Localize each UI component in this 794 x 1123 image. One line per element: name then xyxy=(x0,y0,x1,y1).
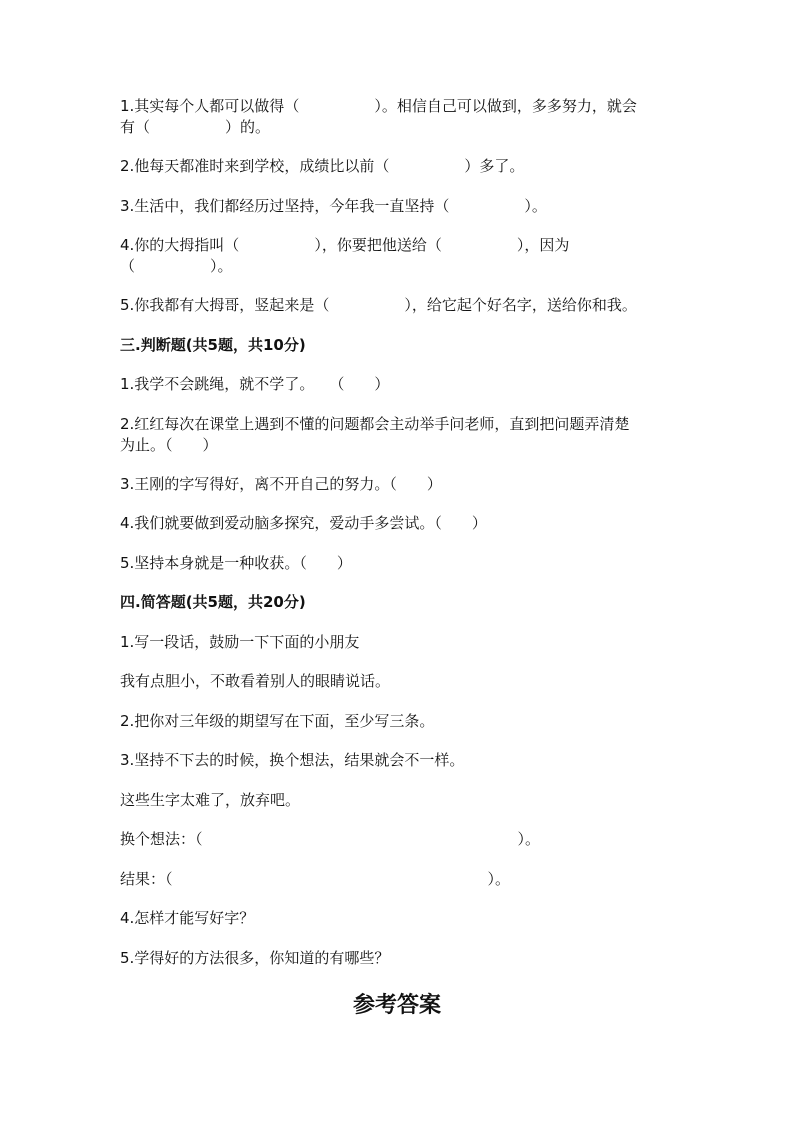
short-question-2: 2.把你对三年级的期望写在下面，至少写三条。 xyxy=(120,712,435,730)
fill-question-1-line-2: 有（ ）的。 xyxy=(120,118,271,136)
short-question-3: 3.坚持不下去的时候，换个想法，结果就会不一样。 xyxy=(120,751,465,769)
judge-question-2-line-2: 为止。（ ） xyxy=(120,436,218,454)
short-question-3-idea: 换个想法：（ ）。 xyxy=(120,830,541,848)
judge-question-2-line-1: 2.红红每次在课堂上遇到不懂的问题都会主动举手问老师，直到把问题弄清楚 xyxy=(120,415,630,433)
fill-question-5: 5.你我都有大拇哥，竖起来是（ ），给它起个好名字，送给你和我。 xyxy=(120,296,637,314)
fill-question-4-line-1: 4.你的大拇指叫（ ），你要把他送给（ ），因为 xyxy=(120,236,570,254)
judge-question-4: 4.我们就要做到爱动脑多探究，爱动手多尝试。（ ） xyxy=(120,514,487,532)
short-answer-section-heading: 四.简答题(共5题，共20分) xyxy=(120,593,306,611)
judge-section-heading: 三.判断题(共5题，共10分) xyxy=(120,336,306,354)
fill-question-3: 3.生活中，我们都经历过坚持，今年我一直坚持（ ）。 xyxy=(120,197,547,215)
short-question-3-text: 这些生字太难了，放弃吧。 xyxy=(120,791,301,809)
answers-title: 参考答案 xyxy=(352,992,441,1018)
judge-question-3: 3.王刚的字写得好，离不开自己的努力。（ ） xyxy=(120,475,442,493)
short-question-4: 4.怎样才能写好字？ xyxy=(120,909,255,927)
judge-question-1: 1.我学不会跳绳，就不学了。 （ ） xyxy=(120,375,390,393)
fill-question-2: 2.他每天都准时来到学校，成绩比以前（ ）多了。 xyxy=(120,157,525,175)
short-question-1-text: 我有点胆小，不敢看着别人的眼睛说话。 xyxy=(120,672,391,690)
fill-question-4-line-2: （ ）。 xyxy=(120,257,233,275)
short-question-3-result: 结果：（ ）。 xyxy=(120,870,511,888)
short-question-5: 5.学得好的方法很多，你知道的有哪些？ xyxy=(120,949,390,967)
judge-question-5: 5.坚持本身就是一种收获。（ ） xyxy=(120,554,352,572)
short-question-1: 1.写一段话，鼓励一下下面的小朋友 xyxy=(120,633,360,651)
fill-question-1-line-1: 1.其实每个人都可以做得（ ）。相信自己可以做到，多多努力，就会 xyxy=(120,97,637,115)
